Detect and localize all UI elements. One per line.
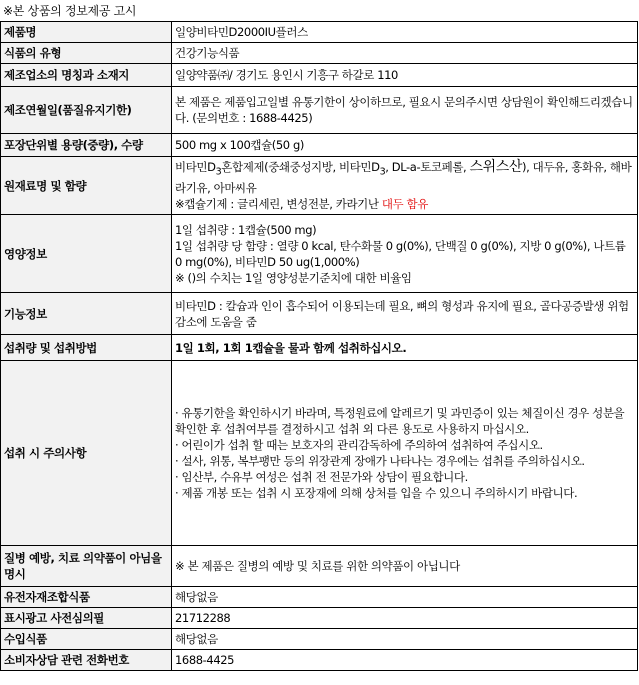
cautions-value: · 유통기한을 확인하시기 바라며, 특정원료에 알레르기 및 과민증이 있는 체질이신 경우 성분을 확인한 후 섭취여부를 결정하시고 섭취 외 다른 용도로 사용하지 마십시오. · 어린이가 섭취 할 때는 보호자의 관리감독하에 주의하여 섭취하여 주십시오. · 설사, 위통, 복부팽만 등의 위장관계 장애가 나타나는 경우에는 섭취를 주의하십시오. · 임산부, 수유부 여성은 섭취 전 전문가와 상담이 필요합니다. · 제품 개봉 또는 섭취 시 포장재에 의해 상처를 입을 수 있으니 주의하시기 바랍니다.: [172, 361, 638, 546]
table-row: [1, 87, 638, 134]
product-info-table: [0, 21, 638, 671]
manufacture-date-value: 본 제품은 제품입고일별 유통기한이 상이하므로, 필요시 문의주시면 상담원이 확인해드리겠습니다. (문의번호 : 1688-4425): [172, 87, 638, 134]
ad-review-value: 21712288: [172, 608, 638, 629]
ingredients-text: , DL-a-토코페롤,: [385, 159, 470, 174]
ingredients-text: ), 대두유, 홍화유, 해바라기유, 아마씨유: [175, 159, 632, 196]
function-value: 비타민D : 칼슘과 인이 흡수되어 이용되는데 필요, 뼈의 형성과 유지에 필요, 골다공증발생 위험 감소에 도움을 줌: [172, 293, 638, 335]
ad-review-label: 표시광고 사전심의필: [1, 608, 172, 629]
nutrition-value: 1일 섭취량 : 1캡슐(500 mg) 1일 섭취량 당 함량 : 열량 0 kcal, 탄수화물 0 g(0%), 단백질 0 g(0%), 지방 0 g(0%), 나트륨 0 mg(0%), 비타민D 50 ug(1,000%) ※ ()의 수치는 1일 영양성분기준치에 대한 비율임: [172, 215, 638, 293]
table-row: [1, 157, 638, 215]
ingredients-text: 혼합제제(중쇄중성지방, 비타민D: [221, 159, 380, 174]
allergen-warning: 대두 함유: [381, 197, 428, 212]
disease-value: ※ 본 제품은 질병의 예방 및 치료를 위한 의약품이 아닙니다: [172, 546, 638, 587]
consumer-phone-label: 소비자상담 관련 전화번호: [1, 650, 172, 671]
package-capacity-value: 500 mg x 100캡슐(50 g): [172, 134, 638, 157]
table-row: [1, 335, 638, 361]
table-row: [1, 43, 638, 64]
package-capacity-label: 포장단위별 용량(중량), 수량: [1, 134, 172, 157]
capsule-line: [175, 196, 634, 212]
product-name-label: 제품명: [1, 22, 172, 43]
table-row: [1, 215, 638, 293]
table-row: [1, 650, 638, 671]
capsule-text: ※캡슐기제 : 글리세린, 변성전분, 카라기난: [175, 197, 382, 212]
food-type-label: 식품의 유형: [1, 43, 172, 64]
ingredients-label: 원재료명 및 함량: [1, 157, 172, 215]
consumer-phone-value: 1688-4425: [172, 650, 638, 671]
gmo-value: 해당없음: [172, 587, 638, 608]
ingredients-value: [172, 157, 638, 215]
notice-heading: ※본 상품의 정보제공 고시: [3, 4, 137, 18]
intake-label: 섭취량 및 섭취방법: [1, 335, 172, 361]
intake-value: 1일 1회, 1회 1캡슐을 물과 함께 섭취하십시오.: [172, 335, 638, 361]
manufacture-date-label: 제조연월일(품질유지기한): [1, 87, 172, 134]
ingredients-line: [175, 159, 634, 196]
imported-value: 해당없음: [172, 629, 638, 650]
table-row: [1, 361, 638, 546]
table-row: [1, 546, 638, 587]
table-row: [1, 22, 638, 43]
function-label: 기능정보: [1, 293, 172, 335]
nutrition-label: 영양정보: [1, 215, 172, 293]
gmo-label: 유전자재조합식품: [1, 587, 172, 608]
ingredients-text: 비타민D: [175, 159, 216, 174]
origin-text: 스위스산: [469, 158, 523, 175]
ingredients-subscript: 3: [379, 166, 386, 178]
table-row: [1, 608, 638, 629]
table-row: [1, 134, 638, 157]
table-row: [1, 587, 638, 608]
cautions-label: 섭취 시 주의사항: [1, 361, 172, 546]
food-type-value: 건강기능식품: [172, 43, 638, 64]
table-row: [1, 629, 638, 650]
product-name-value: 일양비타민D2000IU플러스: [172, 22, 638, 43]
imported-label: 수입식품: [1, 629, 172, 650]
disease-label: 질병 예방, 치료 의약품이 아님을 명시: [1, 546, 172, 587]
table-row: [1, 64, 638, 87]
manufacturer-value: 일양약품㈜/ 경기도 용인시 기흥구 하갈로 110: [172, 64, 638, 87]
ingredients-subscript: 3: [215, 166, 222, 178]
manufacturer-label: 제조업소의 명칭과 소재지: [1, 64, 172, 87]
table-row: [1, 293, 638, 335]
